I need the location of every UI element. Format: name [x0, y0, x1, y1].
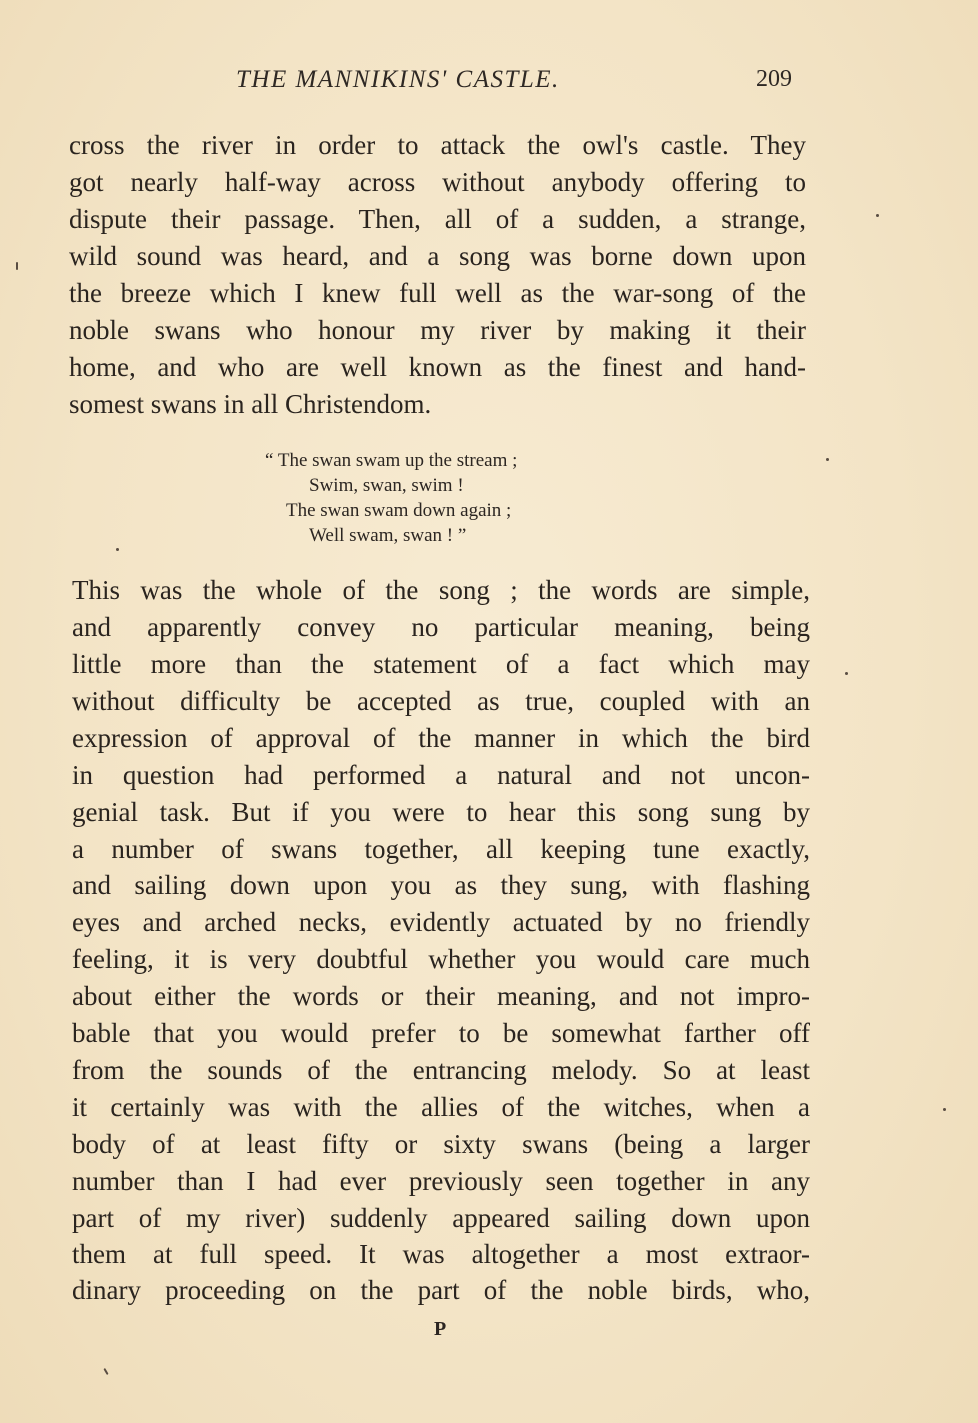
text-line: without difficulty be accepted as true, coupled with an [72, 686, 810, 716]
text-line: wild sound was heard, and a song was borne down upon [69, 241, 806, 271]
text-line: body of at least fifty or sixty swans (being a larger [72, 1129, 810, 1159]
text-line: somest swans in all Christendom. [69, 389, 432, 419]
paper-speck [876, 214, 879, 217]
text-line: a number of swans together, all keeping tune exactly, [72, 834, 810, 864]
paper-speck [16, 262, 18, 270]
text-line: little more than the statement of a fact which may [72, 649, 810, 679]
paper-speck [943, 1108, 946, 1111]
text-line: from the sounds of the entrancing melody. So at least [72, 1055, 810, 1085]
text-line: about either the words or their meaning, and not impro- [72, 981, 810, 1011]
text-line: eyes and arched necks, evidently actuated by no friendly [72, 907, 810, 937]
running-head: THE MANNIKINS' CASTLE. [236, 66, 560, 93]
text-line: and sailing down upon you as they sung, with flashing [72, 870, 810, 900]
text-line: home, and who are well known as the finest and hand- [69, 352, 806, 382]
text-line: expression of approval of the manner in which the bird [72, 723, 810, 753]
paper-speck [103, 1368, 108, 1375]
paper-speck [116, 548, 119, 551]
text-line: in question had performed a natural and not uncon- [72, 760, 810, 790]
verse-line: Well swam, swan ! ” [309, 525, 467, 546]
text-line: dinary proceeding on the part of the noble birds, who, [72, 1275, 810, 1305]
verse-line: The swan swam down again ; [286, 500, 512, 521]
verse-line: “ The swan swam up the stream ; [265, 450, 518, 471]
verse-line: Swim, swan, swim ! [309, 475, 464, 496]
paper-speck [845, 672, 848, 675]
signature-mark: P [434, 1318, 448, 1340]
text-line: noble swans who honour my river by making it their [69, 315, 806, 345]
text-line: the breeze which I knew full well as the war-song of the [69, 278, 806, 308]
text-line: them at full speed. It was altogether a most extraor- [72, 1239, 810, 1269]
text-line: got nearly half-way across without anybody offering to [69, 167, 806, 197]
text-line: cross the river in order to attack the owl's castle. They [69, 130, 806, 160]
text-line: This was the whole of the song ; the words are simple, [72, 575, 810, 605]
text-line: feeling, it is very doubtful whether you would care much [72, 944, 810, 974]
page-number: 209 [756, 66, 792, 92]
text-line: bable that you would prefer to be somewhat farther off [72, 1018, 810, 1048]
text-line: dispute their passage. Then, all of a sudden, a strange, [69, 204, 806, 234]
paper-speck [826, 458, 829, 461]
text-line: it certainly was with the allies of the witches, when a [72, 1092, 810, 1122]
text-line: and apparently convey no particular meaning, being [72, 612, 810, 642]
text-line: number than I had ever previously seen together in any [72, 1166, 810, 1196]
text-line: part of my river) suddenly appeared sailing down upon [72, 1203, 810, 1233]
text-line: genial task. But if you were to hear this song sung by [72, 797, 810, 827]
